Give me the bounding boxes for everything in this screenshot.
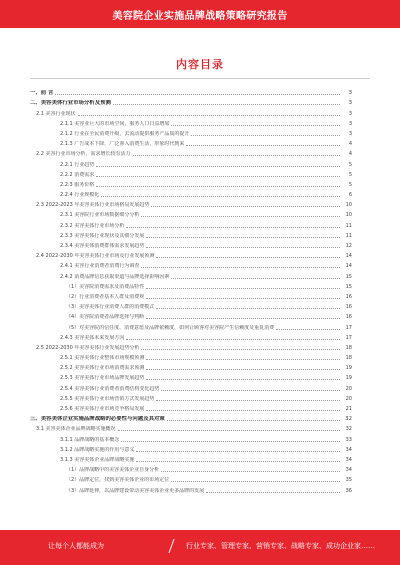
- toc-entry[interactable]: [30, 86, 352, 96]
- toc-entry-title: 2.1.2 行业在全民消费升级，去流动提供服务产品质的提升: [60, 130, 190, 137]
- toc-entry-title: 二、美容美体行业市场分析及预测: [30, 100, 111, 107]
- toc-entry[interactable]: [30, 147, 352, 157]
- toc-entry-title: 2.4.1 美容行业消费者消费行为调查: [60, 263, 140, 270]
- report-header-banner: [0, 0, 400, 28]
- toc-entry-page: 34: [345, 456, 352, 463]
- toc-entry[interactable]: [30, 392, 352, 402]
- toc-entry-page: 3: [348, 120, 352, 127]
- divider: [30, 78, 370, 79]
- toc-entry[interactable]: [30, 432, 352, 442]
- footer-banner: [0, 530, 400, 565]
- toc-entry-page: 5: [348, 161, 352, 168]
- toc-leader-dots: [121, 441, 340, 442]
- toc-entry-page: 17: [345, 334, 352, 341]
- toc-entry[interactable]: [30, 117, 352, 127]
- toc-entry[interactable]: [30, 229, 352, 239]
- toc-entry[interactable]: [30, 106, 352, 116]
- toc-entry-page: 3: [348, 100, 352, 107]
- toc-entry-title: 2.1 美容行业现状: [36, 110, 76, 117]
- toc-entry-page: 11: [345, 232, 352, 239]
- toc-entry-page: 35: [345, 477, 352, 484]
- toc-entry[interactable]: [30, 361, 352, 371]
- toc-entry-title: 2.3.1 美容院行业市场数据细分分析: [60, 212, 140, 219]
- toc-entry[interactable]: [30, 310, 352, 320]
- toc-entry-title: 2.4.3 美容美体未来发展方向: [60, 334, 125, 341]
- toc-entry[interactable]: [30, 259, 352, 269]
- toc-leader-dots: [118, 430, 340, 431]
- toc-entry-page: 5: [348, 171, 352, 178]
- toc-entry-page: 14: [345, 253, 352, 260]
- toc-leader-dots: [146, 379, 340, 380]
- toc-entry[interactable]: [30, 422, 352, 432]
- toc-leader-dots: [171, 481, 340, 482]
- footer-slogan: 让每个人都能成为: [48, 542, 104, 550]
- toc-entry-page: 16: [345, 304, 352, 311]
- toc-entry[interactable]: [30, 463, 352, 473]
- toc-entry-title: （4）美容院消费者品牌选择与判断: [66, 314, 145, 321]
- toc-entry[interactable]: [30, 483, 352, 493]
- toc-entry-title: （2）品牌定位，找到美容美体企业的市场定位: [66, 477, 170, 484]
- toc-entry-title: 3.1.1 品牌战略的基本概念: [60, 436, 120, 443]
- toc-leader-dots: [133, 155, 340, 156]
- toc-entry[interactable]: [30, 168, 352, 178]
- toc-entry[interactable]: [30, 96, 352, 106]
- toc-leader-dots: [96, 176, 340, 177]
- footer-roles: 行业专家、管理专家、营销专家、战略专家、成功企业家……: [186, 542, 375, 550]
- toc-leader-dots: [141, 349, 340, 350]
- toc-entry-title: 2.2.1 行业趋势: [60, 161, 95, 168]
- toc-entry[interactable]: [30, 290, 352, 300]
- toc-entry-page: 19: [345, 375, 352, 382]
- toc-entry-page: 33: [345, 436, 352, 443]
- toc-entry-page: 16: [345, 293, 352, 300]
- toc-entry-page: 10: [345, 202, 352, 209]
- toc-entry[interactable]: [30, 249, 352, 259]
- toc-entry[interactable]: [30, 320, 352, 330]
- toc-entry-title: 2.5.5 美容美体行业市场营销方式发展趋势: [60, 395, 155, 402]
- toc-leader-dots: [171, 125, 340, 126]
- toc-leader-dots: [171, 278, 340, 279]
- toc-entry-page: 3: [348, 130, 352, 137]
- toc-entry[interactable]: [30, 371, 352, 381]
- toc-entry[interactable]: [30, 473, 352, 483]
- toc-leader-dots: [206, 492, 340, 493]
- toc-leader-dots: [156, 308, 340, 309]
- toc-entry-title: 3.1.2 品牌战略实施的作用与意义: [60, 446, 135, 453]
- toc-leader-dots: [141, 267, 340, 268]
- toc-entry-title: 三、美容美体企业实施品牌战略的必要性与问题及其对策: [30, 416, 165, 423]
- toc-entry-title: 2.2 美容行业市场分析，需求增长较有活力: [36, 151, 131, 158]
- toc-entry-page: 16: [345, 314, 352, 321]
- toc-entry-title: 2.1.3 广告成本下降，广泛渗入消费生活，形象时代到来: [60, 141, 185, 148]
- toc-entry[interactable]: [30, 239, 352, 249]
- toc-leader-dots: [156, 400, 340, 401]
- toc-leader-dots: [113, 104, 340, 105]
- toc-entry-page: 20: [345, 385, 352, 392]
- toc-leader-dots: [161, 390, 340, 391]
- toc-leader-dots: [126, 339, 340, 340]
- toc-leader-dots: [136, 451, 340, 452]
- toc-entry-page: 36: [345, 487, 352, 494]
- toc-leader-dots: [151, 206, 340, 207]
- toc-leader-dots: [156, 257, 340, 258]
- toc-entry-page: 32: [345, 426, 352, 433]
- toc-entry-page: 15: [345, 273, 352, 280]
- toc-entry-page: 17: [345, 324, 352, 331]
- toc-entry-title: 2.4.2 消费品牌信息获取渠道与品牌选择影响因素: [60, 273, 170, 280]
- toc-entry-title: （1）美容院消费需求及消费品特性: [66, 283, 145, 290]
- toc-leader-dots: [167, 420, 340, 421]
- toc-leader-dots: [126, 227, 340, 228]
- toc-entry-title: 2.3.4 美容美体消费群体需求发展趋势: [60, 243, 145, 249]
- toc-entry[interactable]: [30, 218, 352, 228]
- toc-leader-dots: [186, 145, 340, 146]
- toc-entry[interactable]: [30, 331, 352, 341]
- toc-entry-title: （5）对美容院的信任度、消费意愿及品牌依赖度，如何让顾客对美容院产生信赖度及重复消费: [66, 324, 275, 331]
- toc-entry[interactable]: [30, 453, 352, 463]
- toc-entry-page: 4: [348, 141, 352, 148]
- toc-entry[interactable]: [30, 188, 352, 198]
- toc-leader-dots: [146, 288, 340, 289]
- toc-entry[interactable]: [30, 351, 352, 361]
- toc-entry-title: （3）品牌延伸，以品牌建设带动美容美体企业更多品牌的发展: [66, 487, 205, 494]
- toc-leader-dots: [96, 166, 340, 167]
- toc-entry-title: 2.5.1 美容美体行业整体市场规模预测: [60, 355, 145, 362]
- toc-entry[interactable]: [30, 443, 352, 453]
- toc-entry-title: （2）行业消费者基本人群及消费观: [66, 293, 145, 300]
- toc-entry[interactable]: [30, 341, 352, 351]
- toc-entry-title: 2.3.2 美容美体行业市场分析: [60, 222, 125, 229]
- toc-leader-dots: [276, 329, 340, 330]
- toc-heading: 内容目录: [176, 58, 224, 71]
- toc-leader-dots: [96, 186, 340, 187]
- toc-entry-page: 10: [345, 212, 352, 219]
- toc-entry-title: 3.1.3 美容美体企业品牌战略实施: [60, 456, 135, 463]
- toc-entry[interactable]: [30, 127, 352, 137]
- toc-entry-title: （1）品牌战略中的美容美体企业自身分析: [66, 467, 160, 474]
- toc-entry-title: 2.2.4 行业规模化: [60, 192, 100, 199]
- toc-entry-page: 5: [348, 181, 352, 188]
- toc-entry-title: 2.5.6 美容美体行业市场竞争格局发展: [60, 406, 145, 412]
- toc-entry-page: 6: [348, 192, 352, 199]
- toc-entry[interactable]: [30, 157, 352, 167]
- toc-entry-page: 3: [348, 90, 352, 97]
- toc-entry-page: 19: [345, 365, 352, 372]
- toc-entry-page: 4: [348, 151, 352, 158]
- toc-entry[interactable]: [30, 208, 352, 218]
- toc-entry[interactable]: [30, 412, 352, 422]
- toc-entry-title: 2.4 2022-2030 年美容美体行业市场及行业发展预测: [36, 253, 155, 260]
- toc-entry-page: 15: [345, 283, 352, 290]
- toc-entry-page: 18: [345, 355, 352, 362]
- toc-leader-dots: [146, 369, 340, 370]
- toc-entry-page: 3: [348, 110, 352, 117]
- toc-entry-title: 2.5.2 美容美体行业市场消费需求预测: [60, 365, 145, 372]
- toc-entry-title: 2.5.4 美容美体行业消费者消费结构变化趋势: [60, 385, 160, 392]
- toc-entry-title: 一、前 言: [30, 90, 54, 97]
- toc-entry-title: 2.5 2022-2030 年美容美体行业发展趋势分析: [36, 344, 140, 351]
- toc-entry[interactable]: [30, 198, 352, 208]
- toc-entry-page: 11: [345, 222, 352, 229]
- toc-entry[interactable]: [30, 137, 352, 147]
- toc-entry[interactable]: [30, 178, 352, 188]
- toc-entry-title: 2.2.2 消费需求: [60, 171, 95, 178]
- toc-entry-page: 18: [345, 344, 352, 351]
- toc-entry[interactable]: [30, 381, 352, 391]
- toc-entry-page: 14: [345, 263, 352, 270]
- toc-entry-title: （3）美容美体行业消费人群的消费模式: [66, 304, 155, 311]
- toc-entry[interactable]: [30, 269, 352, 279]
- toc-entry[interactable]: [30, 280, 352, 290]
- toc-entry-title: 2.1.1 美容业巨大的市场空间，服务人口日益增加: [60, 120, 170, 127]
- toc-entry-title: 2.3 2022-2023 年美容美体行业市场格局发展趋势: [36, 202, 150, 209]
- table-of-contents: [30, 86, 352, 494]
- toc-leader-dots: [136, 461, 340, 462]
- toc-entry-title: 2.2.3 服务价格: [60, 181, 95, 188]
- slash-divider-icon: [168, 539, 178, 553]
- toc-entry-page: 20: [345, 395, 352, 402]
- toc-entry-page: 32: [345, 416, 352, 423]
- toc-leader-dots: [146, 359, 340, 360]
- toc-leader-dots: [78, 115, 340, 116]
- toc-leader-dots: [146, 247, 340, 248]
- report-title: 美容院企业实施品牌战略策略研究报告: [112, 10, 288, 22]
- toc-leader-dots: [146, 318, 340, 319]
- toc-entry-page: 21: [345, 406, 352, 412]
- toc-entry-title: 2.3.3 美容美体行业现状及其细分发展: [60, 232, 145, 239]
- toc-leader-dots: [146, 298, 340, 299]
- toc-leader-dots: [161, 471, 340, 472]
- toc-leader-dots: [146, 237, 340, 238]
- toc-leader-dots: [55, 94, 340, 95]
- toc-leader-dots: [146, 410, 340, 411]
- toc-entry-page: 12: [345, 243, 352, 249]
- toc-leader-dots: [141, 216, 340, 217]
- toc-entry-page: 34: [345, 467, 352, 474]
- toc-entry-page: 34: [345, 446, 352, 453]
- toc-entry-title: 2.5.3 美容美体行业市场品牌发展趋势: [60, 375, 145, 382]
- toc-leader-dots: [101, 196, 340, 197]
- toc-entry[interactable]: [30, 300, 352, 310]
- toc-leader-dots: [191, 135, 340, 136]
- toc-entry-title: 3.1 美容美体企业品牌战略实施概况: [36, 426, 116, 433]
- toc-entry[interactable]: [30, 402, 352, 412]
